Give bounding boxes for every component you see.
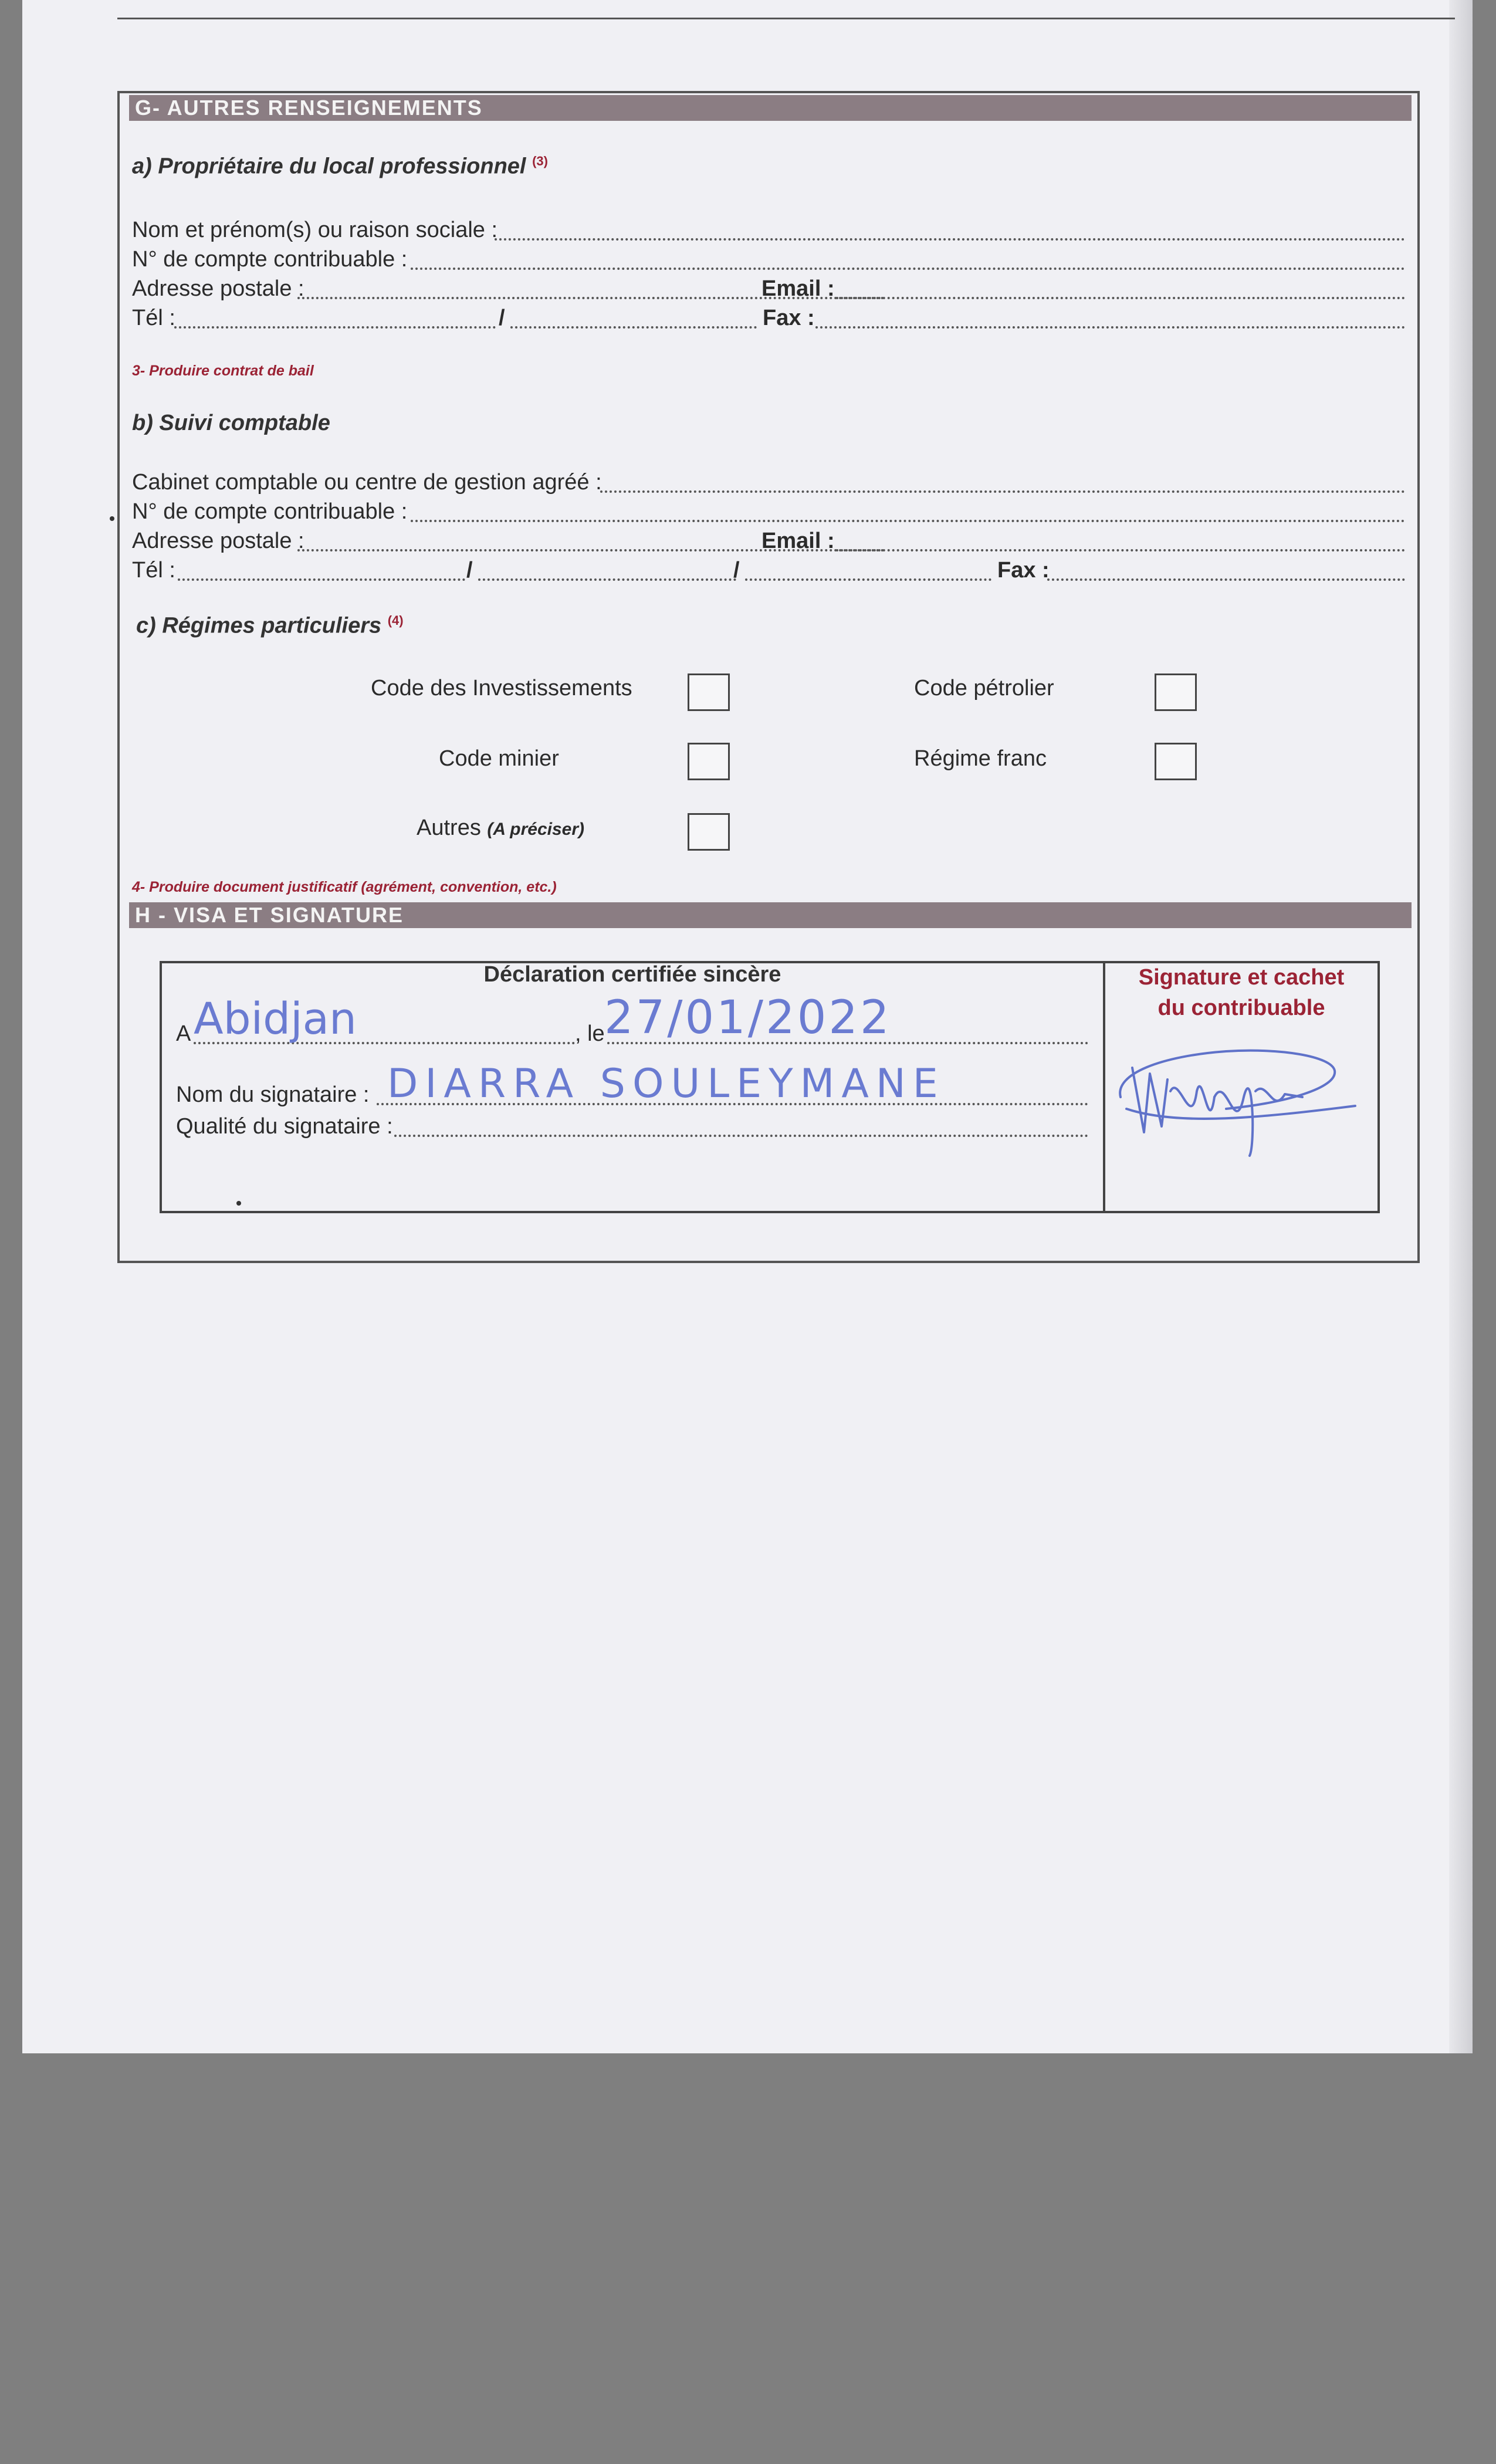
handwritten-date: 27/01/2022 [604, 991, 892, 1044]
section-h-title: H - VISA ET SIGNATURE [129, 902, 1412, 928]
autres-hint: (A préciser) [487, 820, 585, 839]
firm-account-label: N° de compte contribuable : [132, 499, 408, 524]
subsection-a-text: a) Propriétaire du local professionnel [132, 154, 526, 179]
handwritten-signatory-name: DIARRA SOULEYMANE [387, 1061, 945, 1107]
owner-name-row [132, 216, 1405, 244]
firm-fax-field[interactable] [1047, 578, 1405, 581]
regime-franc-label: Régime franc [914, 746, 1047, 771]
subsection-c-title [136, 613, 404, 639]
firm-phone-row [132, 556, 1405, 584]
code-petrolier-checkbox[interactable] [1155, 673, 1197, 711]
code-minier-checkbox[interactable] [688, 743, 730, 780]
paper-edge-shadow [1449, 0, 1473, 2053]
declaration-title: Déclaration certifiée sincère [483, 962, 781, 987]
firm-tel-field-2[interactable] [478, 578, 736, 581]
signature-stamp-title [1105, 962, 1377, 1023]
code-minier-label: Code minier [439, 746, 559, 771]
owner-email-label: Email : [761, 276, 835, 301]
firm-tel-field-3[interactable] [745, 578, 991, 581]
owner-fax-label: Fax : [763, 306, 815, 330]
firm-tel-field-1[interactable] [178, 578, 465, 581]
subsection-a-ref: (3) [532, 154, 548, 168]
signatory-quality-row [176, 1112, 1088, 1140]
owner-email-field[interactable] [836, 297, 1405, 299]
signatory-quality-label: Qualité du signataire : [176, 1114, 393, 1139]
owner-address-row [132, 275, 1405, 303]
accounting-firm-label: Cabinet comptable ou centre de gestion agréé : [132, 470, 602, 495]
handwritten-place: Abidjan [194, 994, 357, 1044]
ink-speck [236, 1201, 241, 1206]
code-petrolier-label: Code pétrolier [914, 676, 1054, 700]
autres-checkbox[interactable] [688, 813, 730, 851]
note-4: 4- Produire document justificatif (agrément, convention, etc.) [132, 879, 557, 895]
owner-name-field[interactable] [495, 238, 1405, 241]
firm-tel-slash-2: / [733, 558, 740, 583]
code-investissements-checkbox[interactable] [688, 673, 730, 711]
owner-name-label: Nom et prénom(s) ou raison sociale : [132, 218, 498, 242]
owner-tel-field-2[interactable] [510, 326, 757, 329]
owner-fax-field[interactable] [815, 326, 1405, 329]
handwritten-signature [1109, 1038, 1367, 1173]
subsection-a-title [132, 154, 548, 180]
firm-email-label: Email : [761, 529, 835, 553]
place-label: A [176, 1021, 191, 1046]
firm-address-row [132, 527, 1405, 555]
signature-stamp-title-line1: Signature et cachet [1138, 965, 1345, 990]
owner-tel-field-1[interactable] [174, 326, 496, 329]
firm-email-field[interactable] [836, 549, 1405, 551]
firm-account-field[interactable] [411, 520, 1405, 522]
signatory-name-label: Nom du signataire : [176, 1082, 370, 1107]
subsection-c-text: c) Régimes particuliers [136, 613, 382, 638]
signatory-quality-field[interactable] [394, 1135, 1088, 1137]
owner-account-label: N° de compte contribuable : [132, 247, 408, 272]
subsection-b-title: b) Suivi comptable [132, 411, 330, 435]
firm-account-row [132, 497, 1405, 526]
owner-account-field[interactable] [411, 268, 1405, 270]
autres-text: Autres [417, 815, 481, 840]
top-rule [117, 18, 1455, 19]
firm-fax-label: Fax : [997, 558, 1050, 583]
owner-phone-row [132, 304, 1405, 332]
owner-address-label: Adresse postale : [132, 276, 304, 301]
ink-speck [110, 516, 114, 521]
regime-franc-checkbox[interactable] [1155, 743, 1197, 780]
accounting-firm-row [132, 468, 1405, 496]
firm-tel-slash-1: / [466, 558, 473, 583]
firm-tel-label: Tél : [132, 558, 175, 583]
code-investissements-label: Code des Investissements [371, 676, 632, 700]
owner-account-row [132, 245, 1405, 273]
firm-address-label: Adresse postale : [132, 529, 304, 553]
subsection-c-ref: (4) [387, 613, 404, 628]
section-g-title: G- AUTRES RENSEIGNEMENTS [129, 95, 1412, 121]
autres-label [417, 815, 584, 841]
signature-stamp-title-line2: du contribuable [1157, 996, 1325, 1020]
accounting-firm-field[interactable] [600, 490, 1405, 493]
owner-tel-slash: / [499, 306, 505, 330]
owner-tel-label: Tél : [132, 306, 175, 330]
date-label: , le [575, 1021, 605, 1046]
note-3: 3- Produire contrat de bail [132, 363, 314, 379]
